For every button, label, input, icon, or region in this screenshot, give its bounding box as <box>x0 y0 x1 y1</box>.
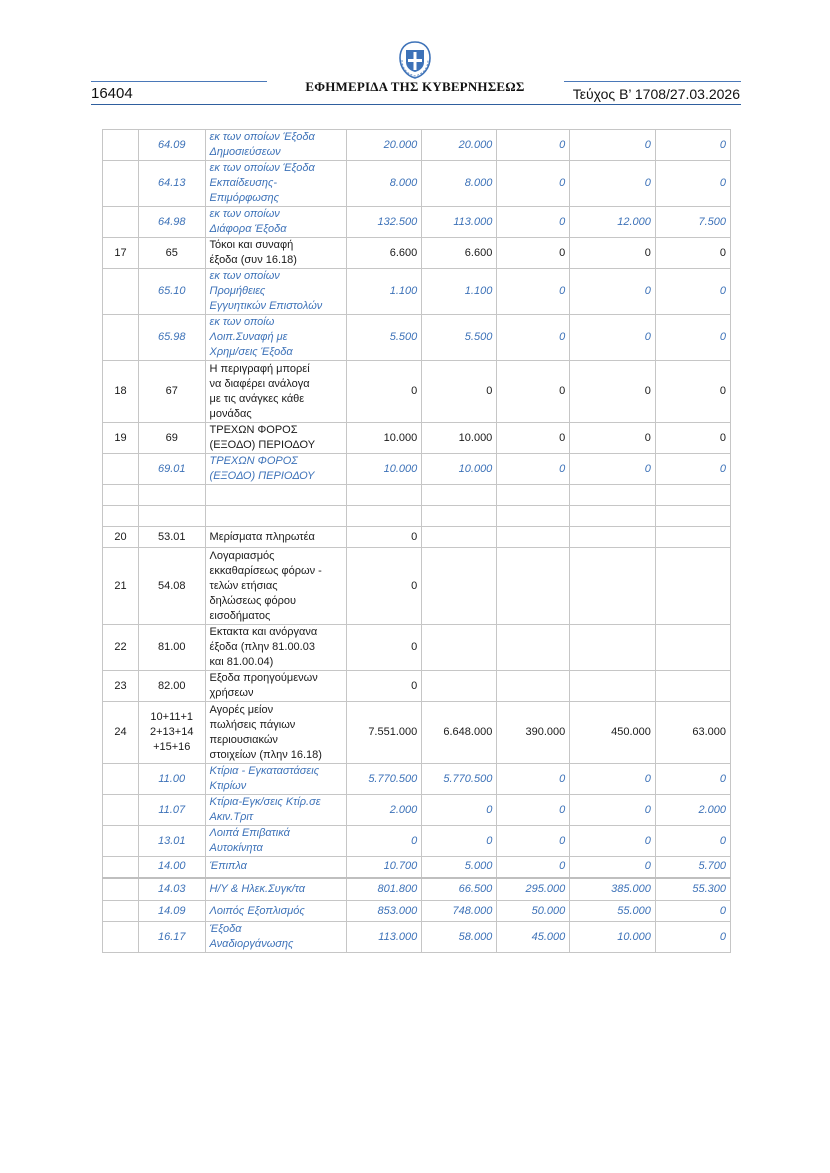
amount-cell-3: 0 <box>497 207 570 238</box>
amount-cell-2: 0 <box>422 795 497 826</box>
description-cell-line: Κτιρίων <box>209 780 247 792</box>
row-number-cell: 18 <box>103 361 139 423</box>
description-cell-line: με τις ανάγκες κάθε <box>209 392 305 405</box>
amount-cell-4: 0 <box>570 826 656 857</box>
description-cell <box>205 764 347 795</box>
description-cell-line: ΤΡΕΧΩΝ ΦΟΡΟΣ <box>209 424 298 436</box>
description-cell-line: πωλήσεις πάγιων <box>209 718 296 731</box>
amount-cell-5: 0 <box>655 130 730 161</box>
amount-cell-5 <box>655 625 730 671</box>
amount-cell-2: 10.000 <box>422 423 497 454</box>
description-cell <box>205 857 347 878</box>
table-row <box>103 423 731 454</box>
row-number-cell <box>103 315 139 361</box>
amount-cell-3: 0 <box>497 857 570 878</box>
description-cell-line: Εκτακτα και ανόργανα <box>209 626 318 638</box>
table-row <box>103 161 731 207</box>
amount-cell-3 <box>497 485 570 506</box>
account-code-cell: 54.08 <box>138 548 205 625</box>
description-cell-line: Έπιπλα <box>209 860 247 873</box>
amount-cell-1: 0 <box>347 671 422 702</box>
table-row <box>103 702 731 764</box>
table-row <box>103 857 731 878</box>
amount-cell-5 <box>655 527 730 548</box>
table-row <box>103 269 731 315</box>
amount-cell-4: 0 <box>570 269 656 315</box>
amount-cell-1: 0 <box>347 625 422 671</box>
account-code-cell <box>138 702 205 764</box>
description-cell <box>205 269 347 315</box>
row-number-cell <box>103 901 139 922</box>
description-cell-line: χρήσεων <box>209 687 254 699</box>
amount-cell-3: 0 <box>497 130 570 161</box>
amount-cell-3 <box>497 527 570 548</box>
amount-cell-2: 0 <box>422 826 497 857</box>
description-cell-line: Λογαριασμός <box>209 549 275 562</box>
amount-cell-5: 0 <box>655 922 730 953</box>
amount-cell-5: 0 <box>655 269 730 315</box>
account-code-cell: 16.17 <box>138 922 205 953</box>
table-row <box>103 315 731 361</box>
description-cell-line: Η/Υ & Ηλεκ.Συγκ/τα <box>209 882 305 895</box>
amount-cell-3 <box>497 548 570 625</box>
description-cell-line: εκ των οποίων <box>209 208 280 220</box>
description-cell-line: Αναδιοργάνωσης <box>209 938 294 950</box>
description-cell-line: Εξοδα προηγούμενων <box>209 672 318 684</box>
amount-cell-1: 0 <box>347 527 422 548</box>
amount-cell-2: 6.600 <box>422 238 497 269</box>
row-number-cell: 19 <box>103 423 139 454</box>
row-number-cell: 23 <box>103 671 139 702</box>
description-cell <box>205 878 347 901</box>
description-cell-line: έξοδα (συν 16.18) <box>209 254 297 266</box>
amount-cell-1: 8.000 <box>347 161 422 207</box>
amount-cell-4: 10.000 <box>570 922 656 953</box>
amount-cell-1: 853.000 <box>347 901 422 922</box>
amount-cell-5: 0 <box>655 238 730 269</box>
account-code-cell: 69.01 <box>138 454 205 485</box>
amount-cell-2: 5.500 <box>422 315 497 361</box>
amount-cell-3: 0 <box>497 361 570 423</box>
header-underline <box>91 104 741 105</box>
issue-reference: Τεύχος Β’ 1708/27.03.2026 <box>572 86 740 102</box>
description-cell <box>205 826 347 857</box>
amount-cell-2 <box>422 625 497 671</box>
description-cell-line: Ακιν.Τριτ <box>209 811 253 823</box>
amount-cell-4: 55.000 <box>570 901 656 922</box>
description-cell-line: Έξοδα <box>209 923 242 935</box>
account-code-cell: 67 <box>138 361 205 423</box>
description-cell <box>205 361 347 423</box>
row-number-cell <box>103 207 139 238</box>
amount-cell-2: 748.000 <box>422 901 497 922</box>
description-cell-line: εκκαθαρίσεως φόρων - <box>209 564 322 577</box>
account-code-cell-line: 2+13+14 <box>150 726 194 738</box>
description-cell-line: Λοιπός Εξοπλισμός <box>209 904 305 917</box>
account-code-cell: 64.09 <box>138 130 205 161</box>
description-cell-line: (ΕΞΟΔΟ) ΠΕΡΙΟΔΟΥ <box>209 439 316 451</box>
description-cell <box>205 922 347 953</box>
amount-cell-1: 10.700 <box>347 857 422 878</box>
amount-cell-2 <box>422 548 497 625</box>
row-number-cell <box>103 485 139 506</box>
description-cell <box>205 548 347 625</box>
amount-cell-1: 7.551.000 <box>347 702 422 764</box>
row-number-cell <box>103 161 139 207</box>
amount-cell-2 <box>422 671 497 702</box>
amount-cell-2: 58.000 <box>422 922 497 953</box>
amount-cell-3: 0 <box>497 826 570 857</box>
budget-table <box>102 129 731 953</box>
amount-cell-1: 2.000 <box>347 795 422 826</box>
description-cell-line: Επιμόρφωσης <box>209 192 279 204</box>
amount-cell-5: 0 <box>655 161 730 207</box>
amount-cell-2: 113.000 <box>422 207 497 238</box>
description-cell-line: εκ των οποίω <box>209 316 275 328</box>
amount-cell-4: 450.000 <box>570 702 656 764</box>
description-cell-line: Εγγυητικών Επιστολών <box>209 300 323 312</box>
account-code-cell: 53.01 <box>138 527 205 548</box>
amount-cell-4: 385.000 <box>570 878 656 901</box>
description-cell <box>205 161 347 207</box>
amount-cell-5 <box>655 548 730 625</box>
description-cell-line: Λοιπ.Συναφή με <box>209 331 288 343</box>
amount-cell-3 <box>497 625 570 671</box>
amount-cell-3 <box>497 506 570 527</box>
amount-cell-1: 132.500 <box>347 207 422 238</box>
row-number-cell <box>103 878 139 901</box>
amount-cell-5: 0 <box>655 361 730 423</box>
amount-cell-5: 0 <box>655 423 730 454</box>
amount-cell-4: 0 <box>570 764 656 795</box>
amount-cell-3: 0 <box>497 315 570 361</box>
page-number: 16404 <box>91 85 133 102</box>
description-cell-line: Μερίσματα πληρωτέα <box>209 530 315 543</box>
account-code-cell: 64.13 <box>138 161 205 207</box>
amount-cell-1 <box>347 485 422 506</box>
table-row <box>103 795 731 826</box>
account-code-cell: 65.10 <box>138 269 205 315</box>
amount-cell-1: 1.100 <box>347 269 422 315</box>
amount-cell-1: 5.500 <box>347 315 422 361</box>
description-cell-line: έξοδα (πλην 81.00.03 <box>209 641 315 653</box>
amount-cell-3: 0 <box>497 161 570 207</box>
description-cell-line: Κτίρια-Εγκ/σεις Κτίρ.σε <box>209 796 321 808</box>
row-number-cell <box>103 454 139 485</box>
description-cell-line: και 81.00.04) <box>209 656 274 668</box>
description-cell <box>205 423 347 454</box>
amount-cell-4: 0 <box>570 454 656 485</box>
amount-cell-4: 0 <box>570 423 656 454</box>
amount-cell-5: 5.700 <box>655 857 730 878</box>
amount-cell-5 <box>655 671 730 702</box>
amount-cell-4: 0 <box>570 238 656 269</box>
account-code-cell-line: 10+11+1 <box>150 711 194 723</box>
description-cell <box>205 527 347 548</box>
row-number-cell: 20 <box>103 527 139 548</box>
amount-cell-1: 20.000 <box>347 130 422 161</box>
amount-cell-1: 801.800 <box>347 878 422 901</box>
amount-cell-4: 0 <box>570 161 656 207</box>
row-number-cell <box>103 269 139 315</box>
amount-cell-4 <box>570 527 656 548</box>
amount-cell-3 <box>497 671 570 702</box>
amount-cell-1: 5.770.500 <box>347 764 422 795</box>
row-number-cell: 24 <box>103 702 139 764</box>
table-row <box>103 207 731 238</box>
table-row <box>103 238 731 269</box>
table-row <box>103 878 731 901</box>
amount-cell-3: 45.000 <box>497 922 570 953</box>
amount-cell-2: 6.648.000 <box>422 702 497 764</box>
description-cell-line: Δημοσιεύσεων <box>209 146 281 158</box>
row-number-cell: 22 <box>103 625 139 671</box>
description-cell <box>205 207 347 238</box>
account-code-cell: 14.00 <box>138 857 205 878</box>
account-code-cell <box>138 485 205 506</box>
account-code-cell: 81.00 <box>138 625 205 671</box>
description-cell-line: στοιχείων (πλην 16.18) <box>209 748 322 761</box>
description-cell-line: εκ των οποίων <box>209 270 280 282</box>
amount-cell-3: 50.000 <box>497 901 570 922</box>
account-code-cell: 65.98 <box>138 315 205 361</box>
amount-cell-1: 6.600 <box>347 238 422 269</box>
amount-cell-5 <box>655 485 730 506</box>
description-cell-line: Χρημ/σεις Έξοδα <box>209 346 293 358</box>
amount-cell-5: 0 <box>655 764 730 795</box>
description-cell <box>205 454 347 485</box>
amount-cell-3: 295.000 <box>497 878 570 901</box>
account-code-cell: 14.09 <box>138 901 205 922</box>
description-cell-line: μονάδας <box>209 407 252 420</box>
amount-cell-4 <box>570 671 656 702</box>
row-number-cell: 17 <box>103 238 139 269</box>
amount-cell-5: 63.000 <box>655 702 730 764</box>
amount-cell-4: 0 <box>570 857 656 878</box>
description-cell <box>205 130 347 161</box>
table-row <box>103 361 731 423</box>
greek-coat-of-arms-icon <box>397 40 433 80</box>
description-cell-line: Αγορές μείον <box>209 703 274 716</box>
description-cell-line: Η περιγραφή μπορεί <box>209 362 310 375</box>
row-number-cell <box>103 764 139 795</box>
row-number-cell <box>103 130 139 161</box>
description-cell-line: Κτίρια - Εγκαταστάσεις <box>209 765 320 777</box>
account-code-cell: 69 <box>138 423 205 454</box>
amount-cell-1: 0 <box>347 826 422 857</box>
amount-cell-1: 0 <box>347 548 422 625</box>
amount-cell-5: 0 <box>655 454 730 485</box>
amount-cell-2: 5.000 <box>422 857 497 878</box>
amount-cell-3: 0 <box>497 764 570 795</box>
amount-cell-5: 0 <box>655 826 730 857</box>
table-row-blank <box>103 485 731 506</box>
amount-cell-4 <box>570 625 656 671</box>
row-number-cell <box>103 922 139 953</box>
amount-cell-3: 0 <box>497 423 570 454</box>
account-code-cell: 11.00 <box>138 764 205 795</box>
account-code-cell: 82.00 <box>138 671 205 702</box>
row-number-cell <box>103 857 139 878</box>
amount-cell-2: 20.000 <box>422 130 497 161</box>
amount-cell-1 <box>347 506 422 527</box>
amount-cell-1: 0 <box>347 361 422 423</box>
description-cell-line: Προμήθειες <box>209 285 266 297</box>
amount-cell-3: 0 <box>497 454 570 485</box>
account-code-cell: 13.01 <box>138 826 205 857</box>
description-cell <box>205 506 347 527</box>
amount-cell-2 <box>422 506 497 527</box>
amount-cell-2: 10.000 <box>422 454 497 485</box>
amount-cell-1: 10.000 <box>347 423 422 454</box>
description-cell-line: Εκπαίδευσης- <box>209 177 278 189</box>
account-code-cell: 14.03 <box>138 878 205 901</box>
account-code-cell <box>138 506 205 527</box>
table-row <box>103 625 731 671</box>
table-row-blank <box>103 506 731 527</box>
description-cell-line: εκ των οποίων Έξοδα <box>209 162 315 174</box>
row-number-cell: 21 <box>103 548 139 625</box>
table-row <box>103 922 731 953</box>
description-cell-line: (ΕΞΟΔΟ) ΠΕΡΙΟΔΟΥ <box>209 470 315 482</box>
amount-cell-2: 8.000 <box>422 161 497 207</box>
description-cell-line: τελών ετήσιας <box>209 579 278 592</box>
description-cell <box>205 625 347 671</box>
gazette-title: ΕΦΗΜΕΡΙΔΑ ΤΗΣ ΚΥΒΕΡΝΗΣΕΩΣ <box>305 79 525 94</box>
description-cell <box>205 485 347 506</box>
description-cell <box>205 238 347 269</box>
table-row <box>103 901 731 922</box>
description-cell-line: εισοδήματος <box>209 609 271 622</box>
table-row <box>103 527 731 548</box>
amount-cell-4 <box>570 506 656 527</box>
description-cell <box>205 901 347 922</box>
amount-cell-3: 0 <box>497 269 570 315</box>
amount-cell-2: 1.100 <box>422 269 497 315</box>
description-cell-line: δηλώσεως φόρου <box>209 594 296 607</box>
description-cell-line: περιουσιακών <box>209 733 278 746</box>
amount-cell-2 <box>422 485 497 506</box>
table-row <box>103 671 731 702</box>
description-cell-line: Διάφορα Έξοδα <box>209 223 287 235</box>
amount-cell-4: 0 <box>570 315 656 361</box>
description-cell-line: να διαφέρει ανάλογα <box>209 377 310 390</box>
amount-cell-4 <box>570 548 656 625</box>
amount-cell-1: 10.000 <box>347 454 422 485</box>
amount-cell-3: 0 <box>497 238 570 269</box>
table-row <box>103 454 731 485</box>
amount-cell-4 <box>570 485 656 506</box>
row-number-cell <box>103 506 139 527</box>
account-code-cell-line: +15+16 <box>153 741 191 753</box>
table-row <box>103 764 731 795</box>
account-code-cell: 64.98 <box>138 207 205 238</box>
description-cell-line: ΤΡΕΧΩΝ ΦΟΡΟΣ <box>209 455 298 467</box>
account-code-cell: 65 <box>138 238 205 269</box>
account-code-cell: 11.07 <box>138 795 205 826</box>
description-cell <box>205 795 347 826</box>
description-cell-line: Λοιπά Επιβατικά <box>209 827 290 839</box>
description-cell-line: Αυτοκίνητα <box>209 842 263 854</box>
table-row <box>103 130 731 161</box>
amount-cell-4: 0 <box>570 130 656 161</box>
amount-cell-4: 12.000 <box>570 207 656 238</box>
amount-cell-5: 55.300 <box>655 878 730 901</box>
description-cell-line: Τόκοι και συναφή <box>209 239 294 251</box>
description-cell <box>205 671 347 702</box>
amount-cell-3: 390.000 <box>497 702 570 764</box>
amount-cell-2 <box>422 527 497 548</box>
table-row <box>103 826 731 857</box>
amount-cell-4: 0 <box>570 361 656 423</box>
amount-cell-1: 113.000 <box>347 922 422 953</box>
amount-cell-3: 0 <box>497 795 570 826</box>
description-cell <box>205 702 347 764</box>
description-cell <box>205 315 347 361</box>
row-number-cell <box>103 795 139 826</box>
row-number-cell <box>103 826 139 857</box>
amount-cell-2: 66.500 <box>422 878 497 901</box>
amount-cell-2: 0 <box>422 361 497 423</box>
amount-cell-5: 7.500 <box>655 207 730 238</box>
amount-cell-5 <box>655 506 730 527</box>
amount-cell-4: 0 <box>570 795 656 826</box>
amount-cell-5: 0 <box>655 901 730 922</box>
amount-cell-2: 5.770.500 <box>422 764 497 795</box>
amount-cell-5: 2.000 <box>655 795 730 826</box>
description-cell-line: εκ των οποίων Έξοδα <box>209 131 315 143</box>
amount-cell-5: 0 <box>655 315 730 361</box>
table-row <box>103 548 731 625</box>
